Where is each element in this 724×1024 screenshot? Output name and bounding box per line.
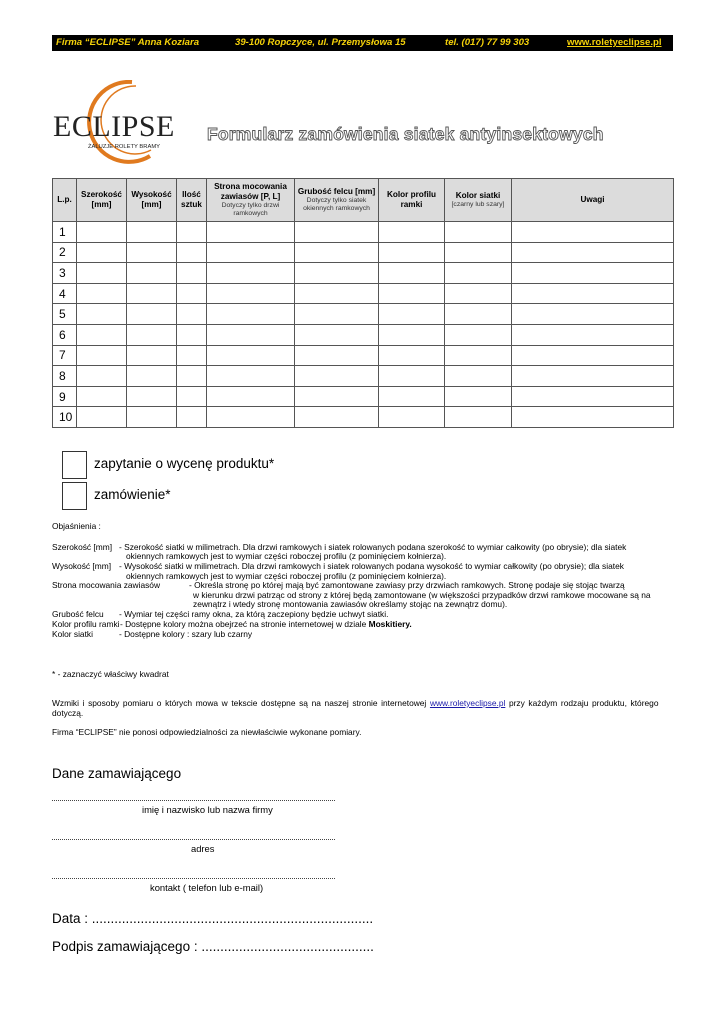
table-cell[interactable] <box>295 345 379 366</box>
table-cell[interactable] <box>379 242 445 263</box>
row-number: 6 <box>53 324 77 345</box>
table-header-row <box>53 179 674 222</box>
table-cell[interactable] <box>127 407 177 428</box>
table-cell[interactable] <box>177 222 207 243</box>
table-cell[interactable] <box>207 283 295 304</box>
table-cell[interactable] <box>127 366 177 387</box>
table-cell[interactable] <box>512 386 674 407</box>
mesh-color-term: Kolor siatki <box>52 629 93 639</box>
measure-website-link[interactable]: www.roletyeclipse.pl <box>429 698 506 708</box>
col-height: Wysokość [mm] <box>127 179 177 222</box>
customer-heading: Dane zamawiającego <box>52 766 182 781</box>
table-cell[interactable] <box>379 386 445 407</box>
row-number: 3 <box>53 263 77 284</box>
row-number: 10 <box>53 407 77 428</box>
table-cell[interactable] <box>77 222 127 243</box>
name-line[interactable] <box>52 800 335 801</box>
table-cell[interactable] <box>177 407 207 428</box>
col-mesh-color: Kolor siatki [czarny lub szary] <box>445 179 512 222</box>
table-cell[interactable] <box>177 283 207 304</box>
contact-caption: kontakt ( telefon lub e-mail) <box>150 882 264 893</box>
table-cell[interactable] <box>77 345 127 366</box>
table-cell[interactable] <box>127 283 177 304</box>
col-lp: L.p. <box>53 179 77 222</box>
company-address: 39-100 Ropczyce, ul. Przemysłowa 15 <box>235 37 406 48</box>
table-row <box>53 263 674 284</box>
table-row <box>53 345 674 366</box>
name-caption: imię i nazwisko lub nazwa firmy <box>142 804 273 815</box>
table-cell[interactable] <box>445 407 512 428</box>
hinge-desc-1: - Określa stronę po której mają być zamontowane zawiasy przy drzwiach ramkowych. Stronę podaje się stojąc twarzą <box>189 580 625 590</box>
table-cell[interactable] <box>77 386 127 407</box>
col-quantity: Ilość sztuk <box>177 179 207 222</box>
table-cell[interactable] <box>445 242 512 263</box>
table-row <box>53 304 674 325</box>
table-cell[interactable] <box>127 386 177 407</box>
table-cell[interactable] <box>177 324 207 345</box>
table-cell[interactable] <box>512 242 674 263</box>
row-number: 8 <box>53 366 77 387</box>
eclipse-logo-icon <box>52 80 192 165</box>
table-cell[interactable] <box>127 324 177 345</box>
table-cell[interactable] <box>379 222 445 243</box>
table-cell[interactable] <box>127 222 177 243</box>
table-row <box>53 283 674 304</box>
table-cell[interactable] <box>512 407 674 428</box>
table-cell[interactable] <box>77 324 127 345</box>
table-cell[interactable] <box>207 386 295 407</box>
order-label: zamówienie* <box>94 487 171 502</box>
frame-color-term: Kolor profilu ramki <box>52 619 120 629</box>
quote-label: zapytanie o wycenę produktu* <box>94 456 275 471</box>
table-cell[interactable] <box>207 324 295 345</box>
table-cell[interactable] <box>512 283 674 304</box>
table-cell[interactable] <box>512 345 674 366</box>
table-cell[interactable] <box>512 222 674 243</box>
row-number: 1 <box>53 222 77 243</box>
table-cell[interactable] <box>295 222 379 243</box>
table-cell[interactable] <box>512 324 674 345</box>
table-cell[interactable] <box>127 242 177 263</box>
table-cell[interactable] <box>512 366 674 387</box>
table-cell[interactable] <box>379 345 445 366</box>
table-cell[interactable] <box>295 366 379 387</box>
row-number: 9 <box>53 386 77 407</box>
table-cell[interactable] <box>379 407 445 428</box>
table-cell[interactable] <box>379 304 445 325</box>
table-cell[interactable] <box>295 407 379 428</box>
table-row <box>53 222 674 243</box>
table-cell[interactable] <box>445 386 512 407</box>
col-notes: Uwagi <box>512 179 674 222</box>
table-cell[interactable] <box>77 263 127 284</box>
table-cell[interactable] <box>295 242 379 263</box>
row-number: 4 <box>53 283 77 304</box>
table-cell[interactable] <box>379 366 445 387</box>
table-cell[interactable] <box>77 366 127 387</box>
table-cell[interactable] <box>445 304 512 325</box>
table-cell[interactable] <box>445 222 512 243</box>
table-cell[interactable] <box>379 283 445 304</box>
table-cell[interactable] <box>445 324 512 345</box>
row-number: 5 <box>53 304 77 325</box>
table-row <box>53 386 674 407</box>
hinge-desc-3: zewnątrz i wtedy stronę montowania zawiasów określamy stojąc na zewnątrz domu). <box>193 599 508 609</box>
measure-note-2: dotyczą. <box>52 708 84 718</box>
table-cell[interactable] <box>445 345 512 366</box>
table-cell[interactable] <box>207 407 295 428</box>
address-line[interactable] <box>52 839 335 840</box>
table-cell[interactable] <box>207 263 295 284</box>
table-cell[interactable] <box>127 263 177 284</box>
contact-line[interactable] <box>52 878 335 879</box>
address-caption: adres <box>191 843 215 854</box>
table-cell[interactable] <box>177 304 207 325</box>
table-cell[interactable] <box>177 345 207 366</box>
signature-field[interactable]: Podpis zamawiającego : .............................................. <box>52 939 374 954</box>
measure-note-1: Wzmiki i sposoby pomiaru o których mowa w tekscie dostępne są na naszej stronie internetowej www.roletyeclipse.pl przy każdym rodzaju produktu, którego <box>52 698 659 708</box>
table-cell[interactable] <box>295 386 379 407</box>
header-bar <box>52 35 673 51</box>
rebate-term: Grubość felcu <box>52 609 104 619</box>
table-cell[interactable] <box>379 324 445 345</box>
eclipse-logo <box>52 80 192 165</box>
table-cell[interactable] <box>77 242 127 263</box>
table-cell[interactable] <box>177 366 207 387</box>
width-desc-2: okiennych ramkowych jest to wymiar części roboczej profilu (z pominięciem kołnierza). <box>126 551 447 561</box>
logo-tagline: ŻALUZJE ROLETY BRAMY <box>88 144 161 150</box>
company-phone: tel. (017) 77 99 303 <box>445 37 530 48</box>
table-cell[interactable] <box>295 283 379 304</box>
table-cell[interactable] <box>445 263 512 284</box>
hinge-term: Strona mocowania zawiasów <box>52 580 160 590</box>
company-name: Firma “ECLIPSE” Anna Koziara <box>56 37 200 48</box>
table-cell[interactable] <box>379 263 445 284</box>
asterisk-note: * - zaznaczyć właściwy kwadrat <box>52 669 169 679</box>
order-checkbox[interactable] <box>62 482 87 510</box>
col-width: Szerokość [mm] <box>77 179 127 222</box>
table-cell[interactable] <box>295 324 379 345</box>
table-row <box>53 242 674 263</box>
table-row <box>53 407 674 428</box>
table-cell[interactable] <box>177 386 207 407</box>
table-row <box>53 366 674 387</box>
disclaimer: Firma “ECLIPSE” nie ponosi odpowiedzialności za niewłaściwie wykonane pomiary. <box>52 727 362 737</box>
col-hinge-side: Strona mocowania zawiasów [P, L] Dotyczy tylko drzwi ramkowych <box>207 179 295 222</box>
col-frame-color: Kolor profilu ramki <box>379 179 445 222</box>
page-title: Formularz zamówienia siatek antyinsektowych <box>207 124 604 144</box>
col-rebate: Grubość felcu [mm] Dotyczy tylko siatek okiennych ramkowych <box>295 179 379 222</box>
table-cell[interactable] <box>207 366 295 387</box>
hinge-desc-2: w kierunku drzwi patrząc od strony z której będą zamontowane (w większości przypadków drzwi ramkowe mocowane są na <box>193 590 651 600</box>
table-cell[interactable] <box>207 345 295 366</box>
table-cell[interactable] <box>295 263 379 284</box>
width-term: Szerokość [mm] <box>52 542 113 552</box>
date-field[interactable]: Data : ........................................................................... <box>52 911 374 926</box>
row-number: 7 <box>53 345 77 366</box>
table-cell[interactable] <box>77 304 127 325</box>
order-table <box>52 178 674 428</box>
height-term: Wysokość [mm] <box>52 561 112 571</box>
table-cell[interactable] <box>207 242 295 263</box>
quote-checkbox[interactable] <box>62 451 87 479</box>
table-cell[interactable] <box>77 283 127 304</box>
explanations-heading: Objaśnienia : <box>52 521 101 531</box>
table-cell[interactable] <box>445 283 512 304</box>
row-number: 2 <box>53 242 77 263</box>
frame-color-desc: - Dostępne kolory można obejrzeć na stronie internetowej w dziale Moskitiery. <box>120 619 412 629</box>
table-cell[interactable] <box>207 222 295 243</box>
table-cell[interactable] <box>512 304 674 325</box>
table-cell[interactable] <box>177 242 207 263</box>
table-cell[interactable] <box>295 304 379 325</box>
table-cell[interactable] <box>207 304 295 325</box>
table-cell[interactable] <box>445 366 512 387</box>
website-link[interactable]: www.roletyeclipse.pl <box>567 37 662 48</box>
table-cell[interactable] <box>127 345 177 366</box>
rebate-desc: - Wymiar tej części ramy okna, za którą zaczepiony będzie uchwyt siatki. <box>119 609 389 619</box>
table-cell[interactable] <box>127 304 177 325</box>
height-desc-2: okiennych ramkowych jest to wymiar części roboczej profilu (z pominięciem kołnierza). <box>126 571 447 581</box>
height-desc-1: - Wysokość siatki w milimetrach. Dla drzwi ramkowych i siatek rolowanych podana wysokość to wymiar całkowity (po obrysie); dla siatek <box>119 561 624 571</box>
table-cell[interactable] <box>77 407 127 428</box>
mesh-color-desc: - Dostępne kolory : szary lub czarny <box>119 629 253 639</box>
table-row <box>53 324 674 345</box>
width-desc-1: - Szerokość siatki w milimetrach. Dla drzwi ramkowych i siatek rolowanych podana szerokość to wymiar całkowity (po obrysie); dla siatek <box>119 542 627 552</box>
logo-brand: ECLIPSE <box>53 110 175 143</box>
table-cell[interactable] <box>512 263 674 284</box>
table-cell[interactable] <box>177 263 207 284</box>
